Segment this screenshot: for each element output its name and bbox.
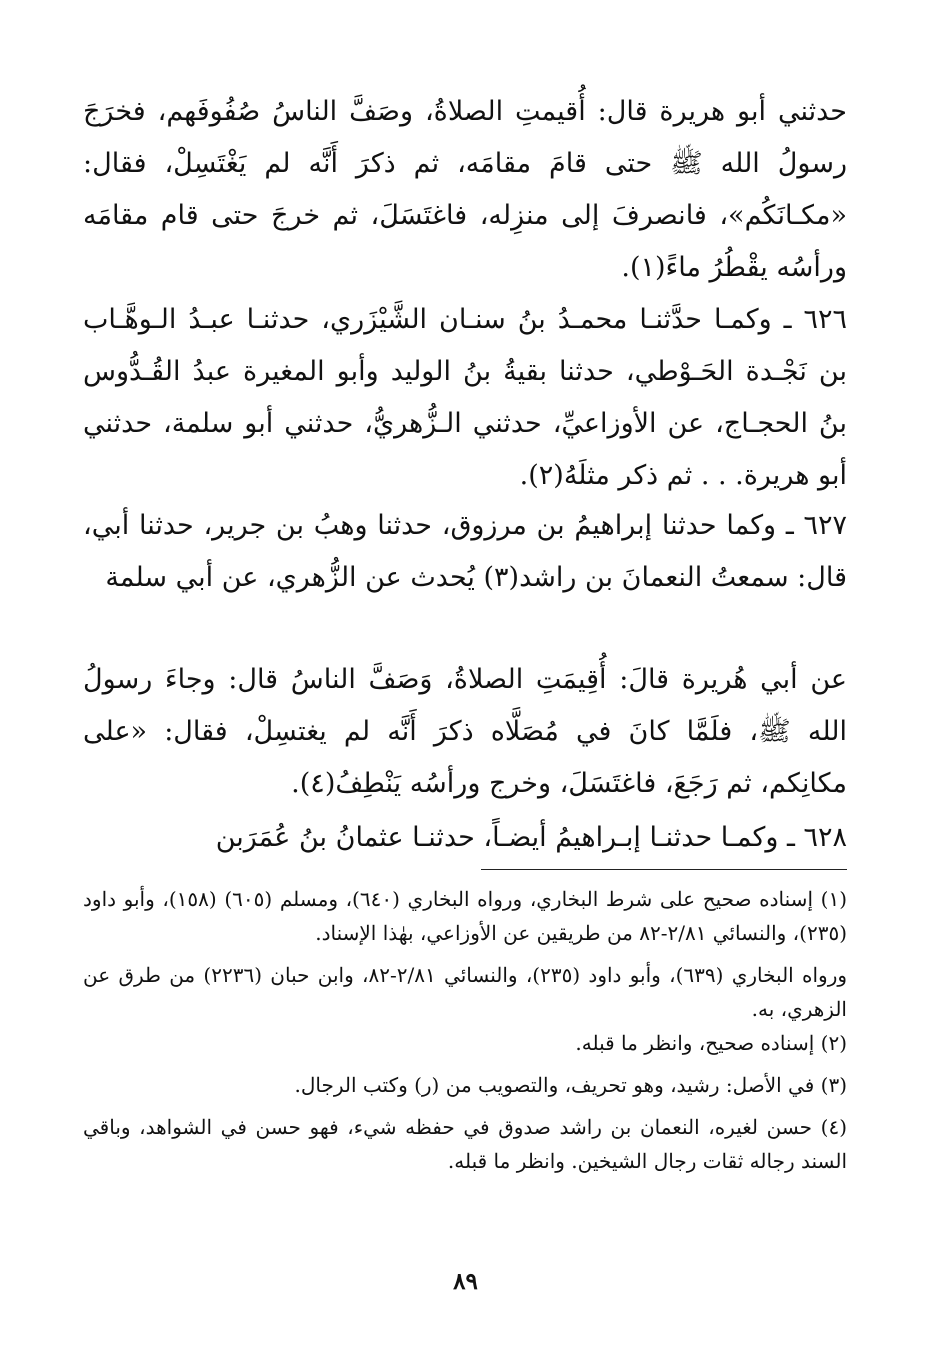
footnote-divider (481, 869, 847, 870)
paragraph-hadith-continuation: حدثني أبو هريرة قال: أُقيمتِ الصلاةُ، وصَفَّ الناسُ صُفُوفَهم، فخرَجَ رسولُ الله ﷺ حتى قامَ مقامَه، ثم ذكرَ أَنَّه لم يَغْتَسِلْ، فقال: «مكـانَكُم»، فانصرفَ إلى منزِله، فاغتَسَلَ، ثم خرجَ حتى قام مقامَه ورأسُه يقْطُرُ ماءً(١). (83, 96, 847, 283)
paragraph-hadith-627-text: عن أبي هُريرة قالَ: أُقِيمَتِ الصلاةُ، وَصَفَّ الناسُ قال: وجاءَ رسولُ الله ﷺ، فلَمَّا كانَ في مُصَلَّاه ذكرَ أَنَّه لم يغتسِلْ، فقال: «على مكانِكم، ثم رَجَعَ، فاغتَسَلَ، وخرج ورأسُه يَنْطِفُ(٤). (83, 664, 847, 799)
footnote-1-continuation: ورواه البخاري (٦٣٩)، وأبو داود (٢٣٥)، والنسائي ٢/٨١-٨٢، وابن حبان (٢٢٣٦) من طرق عن الزهري، به. (83, 963, 848, 1021)
footnote-2: (٢) إسناده صحيح، وانظر ما قبله. (575, 1031, 847, 1055)
paragraph-hadith-627: ٦٢٧ ـ وكما حدثنا إبراهيمُ بن مرزوق، حدثنا وهبُ بن جرير، حدثنا أبي، قال: سمعتُ النعمانَ بن راشد(٣) يُحدث عن الزُّهري، عن أبي سلمة (83, 510, 847, 593)
footnote-4: (٤) حسن لغيره، النعمان بن راشد صدوق في حفظه شيء، فهو حسن في الشواهد، وباقي السند رجاله ثقات رجال الشيخين. وانظر ما قبله. (83, 1115, 847, 1173)
footnote-1: (١) إسناده صحيح على شرط البخاري، ورواه البخاري (٦٤٠)، ومسلم (٦٠٥) (١٥٨)، وأبو داود (٢٣٥)، والنسائي ٢/٨١-٨٢ من طريقين عن الأوزاعي، بهٰذا الإسناد. (83, 887, 847, 945)
footnotes (83, 882, 847, 1178)
page-number: ٨٩ (453, 1268, 478, 1295)
paragraph-hadith-626: ٦٢٦ ـ وكمـا حدَّثنـا محمـدُ بنُ سنـان الشَّيْزَري، حدثنـا عبـدُ الـوهَّـاب بن نَجْـدة الحَـوْطي، حدثنا بقيةُ بنُ الوليد وأبو المغيرة عبدُ القُـدُّوس بنُ الحجـاج، عن الأوزاعيِّ، حدثني الـزُّهريُّ، حدثني أبو سلمة، حدثني أبو هريرة. . . ثم ذكر مثلَهُ(٢). (83, 304, 847, 491)
footnote-3: (٣) في الأصل: رشيد، وهو تحريف، والتصويب من (ر) وكتب الرجال. (294, 1073, 847, 1097)
paragraph-hadith-628: ٦٢٨ ـ وكمـا حدثنـا إبـراهيمُ أيضـاً، حدثنـا عثمانُ بنُ عُمَرَبن (215, 822, 847, 853)
